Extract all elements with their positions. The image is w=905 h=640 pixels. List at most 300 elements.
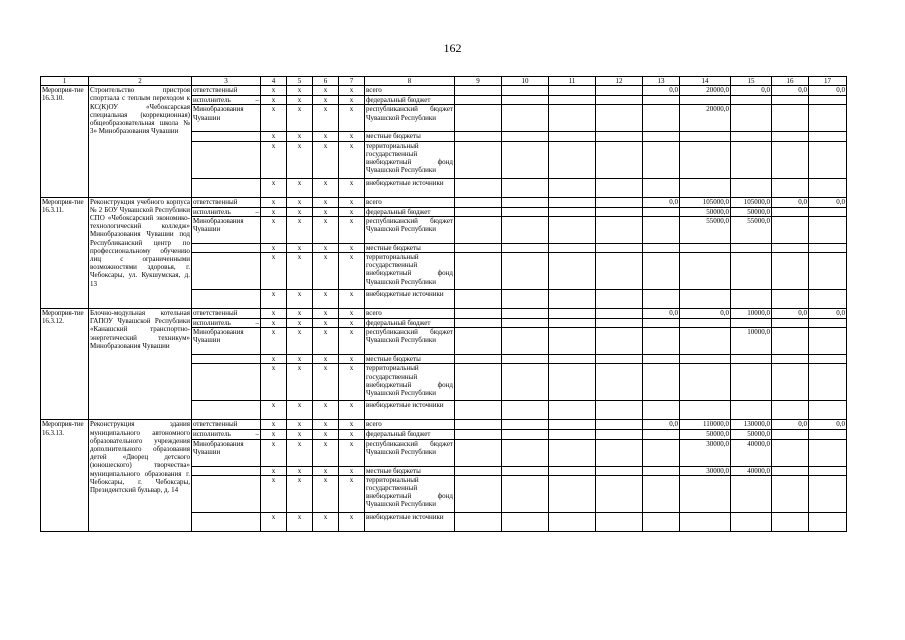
header-cell: 10 [502,77,549,86]
value-cell: 10000,0 [731,309,772,319]
x-mark: х [261,197,287,207]
x-mark: х [261,178,287,197]
value-cell: 10000,0 [731,328,772,355]
value-cell: 0,0 [809,197,847,207]
measure-name: Строительство пристроя спортзала с теплым переходом к КС(К)ОУ «Чебоксарская специальная (коррекционная) общеобразовательная школа № 3» Минобразования Чувашии [89,86,192,197]
value-cell [455,355,502,364]
value-cell [596,243,643,252]
value-cell [809,216,847,243]
executor-cell: Минобразования Чувашии [192,328,261,355]
value-cell [809,364,847,401]
x-mark: х [261,141,287,178]
value-cell: 50000,0 [680,207,731,216]
value-cell [643,290,680,309]
executor-cell: Минобразования Чувашии [192,105,261,132]
table-row [41,86,847,96]
value-cell [549,178,596,197]
value-cell [502,401,549,420]
x-mark: х [313,132,339,141]
value-cell [549,290,596,309]
x-mark: х [313,512,339,531]
value-cell [502,253,549,290]
value-cell [549,197,596,207]
value-cell [549,141,596,178]
value-cell [596,420,643,430]
value-cell [680,364,731,401]
funding-source: всего [365,309,455,319]
executor-cell [192,132,261,141]
value-cell [680,328,731,355]
x-mark: х [261,105,287,132]
value-cell [502,439,549,466]
measure-name: Реконструкция учебного корпуса № 2 БОУ Чувашской Республики СПО «Чебоксарский экономико-технологический колледж» Минобразования Чувашии под Республиканский центр по профессиональному обучению лиц с ограниченными возможностями здоровья, г. Чебоксары, ул. Кукшумская, д. 13 [89,197,192,308]
funding-source: всего [365,86,455,96]
x-mark: х [313,466,339,475]
x-mark: х [287,243,313,252]
value-cell [809,105,847,132]
value-cell [455,197,502,207]
value-cell [809,328,847,355]
value-cell: 50000,0 [680,430,731,439]
value-cell [772,466,809,475]
x-mark: х [313,207,339,216]
header-cell: 14 [680,77,731,86]
x-mark: х [287,96,313,105]
value-cell [549,328,596,355]
value-cell [596,105,643,132]
measure-id: Мероприя-тие 16.3.11. [41,197,89,308]
value-cell [502,178,549,197]
value-cell [643,328,680,355]
measure-name: Реконструкция здания муниципального автономного образовательного учреждения дополнительного образования детей «Дворец детского (юношеского) творчества» муниципального образования г. Чебоксары, г. Чебоксары, Президентский бульвар, д. 14 [89,420,192,531]
x-mark: х [339,439,365,466]
value-cell [731,132,772,141]
value-cell [731,105,772,132]
header-cell: 7 [339,77,365,86]
x-mark: х [287,216,313,243]
value-cell [549,216,596,243]
value-cell [549,364,596,401]
value-cell [455,86,502,96]
value-cell: 50000,0 [731,207,772,216]
value-cell [772,105,809,132]
value-cell [643,178,680,197]
x-mark: х [339,243,365,252]
header-cell: 17 [809,77,847,86]
value-cell [502,512,549,531]
funding-source: местные бюджеты [365,243,455,252]
executor-cell: ответственный [192,197,261,207]
executor-cell [192,355,261,364]
header-cell: 13 [643,77,680,86]
value-cell [680,475,731,512]
x-mark: х [339,197,365,207]
value-cell [772,364,809,401]
value-cell [549,96,596,105]
value-cell [502,86,549,96]
executor-cell: исполнитель – [193,96,259,105]
x-mark: х [313,401,339,420]
value-cell: 40000,0 [731,466,772,475]
value-cell [772,355,809,364]
value-cell [455,512,502,531]
x-mark: х [261,319,287,328]
x-mark: х [339,96,365,105]
x-mark: х [261,420,287,430]
value-cell [455,466,502,475]
value-cell [643,512,680,531]
value-cell [455,420,502,430]
value-cell [809,439,847,466]
value-cell [643,355,680,364]
value-cell: 0,0 [809,420,847,430]
x-mark: х [339,216,365,243]
value-cell [596,355,643,364]
value-cell [455,141,502,178]
value-cell [809,243,847,252]
value-cell [455,364,502,401]
table-row [41,197,847,207]
x-mark: х [339,401,365,420]
executor-cell: ответственный [192,86,261,96]
measure-name: Блочно-модульная котельная ГАПОУ Чувашской Республики «Канашский транспортно-энергетический техникум» Минобразования Чувашии [89,309,192,420]
header-cell: 5 [287,77,313,86]
executor-cell [192,401,261,420]
value-cell [502,309,549,319]
value-cell [772,401,809,420]
value-cell [549,355,596,364]
header-cell: 9 [455,77,502,86]
value-cell [772,512,809,531]
executor-cell: исполнитель – [193,430,259,439]
value-cell [596,475,643,512]
x-mark: х [313,178,339,197]
value-cell [772,290,809,309]
x-mark: х [313,475,339,512]
value-cell: 50000,0 [731,430,772,439]
value-cell [809,132,847,141]
value-cell [680,290,731,309]
funding-source: внебюджетные источники [365,401,455,420]
x-mark: х [339,355,365,364]
value-cell: 110000,0 [680,420,731,430]
value-cell [502,430,549,439]
x-mark: х [313,420,339,430]
x-mark: х [287,430,313,439]
page-number: 162 [443,41,462,55]
funding-source: всего [365,420,455,430]
value-cell [455,401,502,420]
x-mark: х [287,401,313,420]
funding-source: территориальный государственный внебюджетный фонд Чувашской Республики [365,141,455,178]
value-cell [502,105,549,132]
x-mark: х [261,309,287,319]
value-cell [643,216,680,243]
value-cell [549,401,596,420]
executor-cell [192,178,261,197]
value-cell [643,430,680,439]
value-cell [549,253,596,290]
value-cell: 0,0 [772,197,809,207]
value-cell [596,439,643,466]
x-mark: х [261,466,287,475]
funding-source: местные бюджеты [365,466,455,475]
funding-source: республиканский бюджет Чувашской Республики [365,216,455,243]
value-cell [455,309,502,319]
value-cell [502,355,549,364]
value-cell [731,401,772,420]
x-mark: х [287,439,313,466]
value-cell: 0,0 [643,86,680,96]
value-cell [772,439,809,466]
value-cell: 40000,0 [731,439,772,466]
program-table [40,76,847,532]
x-mark: х [313,430,339,439]
x-mark: х [339,105,365,132]
funding-source: федеральный бюджет [365,96,455,105]
value-cell [772,253,809,290]
value-cell: 0,0 [772,420,809,430]
executor-cell [192,290,261,309]
value-cell [502,207,549,216]
value-cell [731,243,772,252]
x-mark: х [287,328,313,355]
value-cell [809,355,847,364]
x-mark: х [339,132,365,141]
value-cell [772,96,809,105]
table-row [41,420,847,430]
value-cell [731,319,772,328]
value-cell [549,420,596,430]
funding-source: федеральный бюджет [365,319,455,328]
value-cell [502,197,549,207]
value-cell: 105000,0 [731,197,772,207]
value-cell: 30000,0 [680,466,731,475]
x-mark: х [313,355,339,364]
value-cell [549,475,596,512]
x-mark: х [287,178,313,197]
value-cell: 20000,0 [680,105,731,132]
x-mark: х [261,243,287,252]
funding-source: местные бюджеты [365,132,455,141]
x-mark: х [313,243,339,252]
funding-source: внебюджетные источники [365,290,455,309]
x-mark: х [287,141,313,178]
value-cell [596,512,643,531]
value-cell [809,466,847,475]
value-cell [772,207,809,216]
value-cell [731,141,772,178]
value-cell [643,105,680,132]
executor-cell: Минобразования Чувашии [192,439,261,466]
x-mark: х [339,420,365,430]
value-cell [455,439,502,466]
value-cell [455,243,502,252]
x-mark: х [287,132,313,141]
executor-cell: исполнитель – [193,207,259,216]
executor-cell [192,475,261,512]
value-cell [731,475,772,512]
value-cell: 0,0 [680,309,731,319]
executor-cell [192,466,261,475]
value-cell [455,96,502,105]
value-cell [455,178,502,197]
x-mark: х [313,439,339,466]
x-mark: х [339,475,365,512]
measure-id: Мероприя-тие 16.3.12. [41,309,89,420]
value-cell [549,439,596,466]
value-cell [549,132,596,141]
x-mark: х [261,253,287,290]
value-cell [596,309,643,319]
value-cell [549,243,596,252]
value-cell [502,319,549,328]
value-cell [596,141,643,178]
value-cell [809,253,847,290]
value-cell [549,466,596,475]
value-cell [502,243,549,252]
x-mark: х [313,197,339,207]
x-mark: х [261,355,287,364]
value-cell [643,207,680,216]
value-cell [549,86,596,96]
funding-source: территориальный государственный внебюджетный фонд Чувашской Республики [365,253,455,290]
value-cell [680,132,731,141]
x-mark: х [313,328,339,355]
value-cell [643,132,680,141]
value-cell [549,309,596,319]
value-cell [455,290,502,309]
value-cell: 0,0 [809,86,847,96]
funding-source: местные бюджеты [365,355,455,364]
header-cell: 8 [365,77,455,86]
header-cell: 12 [596,77,643,86]
value-cell [596,328,643,355]
value-cell [809,512,847,531]
value-cell [680,319,731,328]
value-cell [596,197,643,207]
executor-cell [192,243,261,252]
value-cell [502,466,549,475]
value-cell [809,430,847,439]
value-cell [680,401,731,420]
value-cell [502,475,549,512]
x-mark: х [339,309,365,319]
value-cell: 0,0 [643,420,680,430]
value-cell [596,253,643,290]
x-mark: х [313,290,339,309]
value-cell [731,253,772,290]
value-cell [809,96,847,105]
value-cell: 0,0 [731,86,772,96]
value-cell [772,141,809,178]
value-cell [455,207,502,216]
x-mark: х [313,364,339,401]
x-mark: х [313,141,339,178]
funding-source: федеральный бюджет [365,207,455,216]
value-cell [596,290,643,309]
x-mark: х [287,466,313,475]
value-cell: 105000,0 [680,197,731,207]
value-cell [502,216,549,243]
x-mark: х [287,420,313,430]
value-cell [455,253,502,290]
value-cell [643,466,680,475]
value-cell: 55000,0 [731,216,772,243]
value-cell [455,430,502,439]
value-cell [643,96,680,105]
value-cell: 20000,0 [680,86,731,96]
value-cell [596,207,643,216]
x-mark: х [261,290,287,309]
value-cell [596,430,643,439]
x-mark: х [313,86,339,96]
value-cell [596,466,643,475]
value-cell [455,475,502,512]
value-cell [502,290,549,309]
x-mark: х [261,401,287,420]
value-cell [502,132,549,141]
executor-cell [192,512,261,531]
header-cell: 4 [261,77,287,86]
x-mark: х [261,439,287,466]
x-mark: х [261,132,287,141]
value-cell [809,290,847,309]
value-cell [549,430,596,439]
x-mark: х [313,253,339,290]
value-cell [643,243,680,252]
x-mark: х [287,253,313,290]
value-cell [643,475,680,512]
value-cell [549,207,596,216]
funding-source: внебюджетные источники [365,178,455,197]
x-mark: х [313,96,339,105]
value-cell [549,105,596,132]
value-cell [643,319,680,328]
value-cell: 30000,0 [680,439,731,466]
value-cell [455,132,502,141]
x-mark: х [339,178,365,197]
value-cell: 0,0 [643,309,680,319]
value-cell [549,512,596,531]
value-cell [596,86,643,96]
x-mark: х [339,253,365,290]
executor-cell [192,253,261,290]
funding-source: республиканский бюджет Чувашской Республики [365,439,455,466]
value-cell [455,216,502,243]
x-mark: х [287,355,313,364]
value-cell [680,355,731,364]
value-cell [731,178,772,197]
value-cell [680,178,731,197]
x-mark: х [313,319,339,328]
value-cell [502,96,549,105]
x-mark: х [339,141,365,178]
x-mark: х [287,105,313,132]
value-cell [455,105,502,132]
x-mark: х [339,466,365,475]
value-cell [643,401,680,420]
x-mark: х [287,364,313,401]
value-cell [809,319,847,328]
value-cell [772,319,809,328]
value-cell [680,243,731,252]
value-cell [643,364,680,401]
measure-id: Мероприя-тие 16.3.10. [41,86,89,197]
funding-source: территориальный государственный внебюджетный фонд Чувашской Республики [365,364,455,401]
value-cell [809,475,847,512]
value-cell [809,207,847,216]
